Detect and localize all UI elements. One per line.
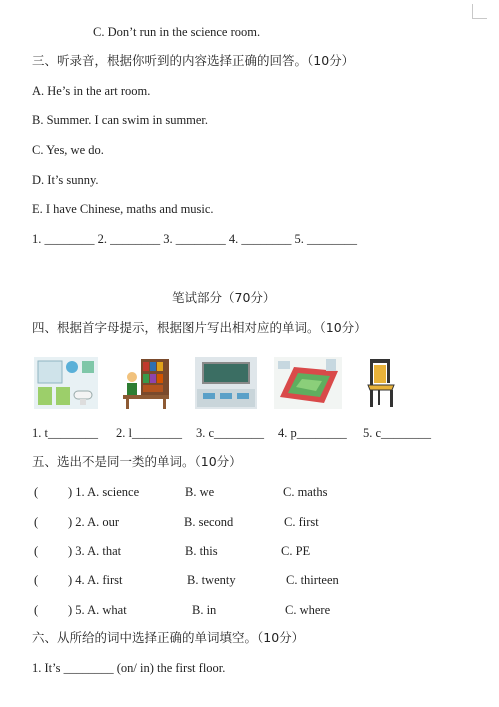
section4-blank-2: 2. l________ xyxy=(116,426,182,440)
section5-row-2-c: C. first xyxy=(284,515,319,529)
section5-row-3-a: ) 3. A. that xyxy=(68,544,122,558)
section4-blank-3: 3. c________ xyxy=(196,426,265,440)
section3-heading: 三、听录音，根据你听到的内容选择正确的回答。（10分） xyxy=(32,53,355,68)
section3-option-a: A. He’s in the art room. xyxy=(32,84,151,98)
library-shelf-icon xyxy=(121,357,171,409)
section5-row-3-c: C. PE xyxy=(281,544,311,558)
section5-row-5-b: B. in xyxy=(192,603,217,617)
section3-option-d: D. It’s sunny. xyxy=(32,173,99,187)
section4-blank-4: 4. p________ xyxy=(278,426,347,440)
section5-row-3-paren: ( xyxy=(34,544,39,558)
toilet-room-icon xyxy=(34,357,98,409)
section5-row-4-b: B. twenty xyxy=(187,573,236,587)
section5-row-5-c: C. where xyxy=(285,603,331,617)
section5-row-3-b: B. this xyxy=(185,544,218,558)
section5-row-5-paren: ( xyxy=(34,603,39,617)
section3-answer-line: 1. ________ 2. ________ 3. ________ 4. ________ 5. ________ xyxy=(32,232,357,246)
written-section-title: 笔试部分（70分） xyxy=(172,290,276,305)
section5-row-5-a: ) 5. A. what xyxy=(68,603,127,617)
section5-heading: 五、选出不是同一类的单词。（10分） xyxy=(32,454,242,469)
section6-heading: 六、从所给的词中选择正确的单词填空。（10分） xyxy=(32,630,305,645)
section5-row-4-c: C. thirteen xyxy=(286,573,339,587)
section5-row-1-paren: ( xyxy=(34,485,39,499)
playground-track-icon xyxy=(274,357,342,409)
section3-option-e: E. I have Chinese, maths and music. xyxy=(32,202,214,216)
section3-option-b: B. Summer. I can swim in summer. xyxy=(32,113,209,127)
section5-row-4-a: ) 4. A. first xyxy=(68,573,123,587)
section5-row-2-paren: ( xyxy=(34,515,39,529)
section5-row-2-b: B. second xyxy=(184,515,234,529)
section5-row-4-paren: ( xyxy=(34,573,39,587)
section5-row-2-a: ) 2. A. our xyxy=(68,515,120,529)
section4-heading: 四、根据首字母提示，根据图片写出相对应的单词。（10分） xyxy=(32,320,367,335)
section5-row-1-c: C. maths xyxy=(283,485,328,499)
chair-icon xyxy=(364,357,398,409)
section3-option-c: C. Yes, we do. xyxy=(32,143,104,157)
classroom-board-icon xyxy=(195,357,257,409)
section4-blank-1: 1. t________ xyxy=(32,426,98,440)
page-corner-mark xyxy=(472,4,487,19)
section5-row-1-a: ) 1. A. science xyxy=(68,485,140,499)
section6-item-1: 1. It’s ________ (on/ in) the first floor. xyxy=(32,661,226,675)
top-option-line: C. Don’t run in the science room. xyxy=(93,25,261,39)
section4-blank-5: 5. c________ xyxy=(363,426,432,440)
section5-row-1-b: B. we xyxy=(185,485,215,499)
